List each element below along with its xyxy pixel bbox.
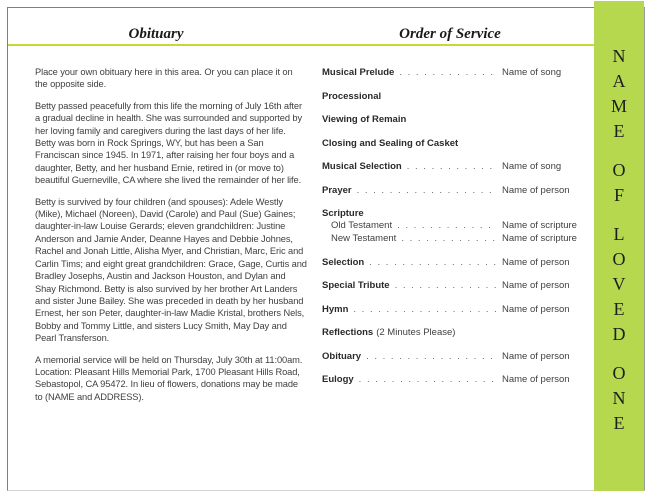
dotted-leader (399, 66, 496, 78)
sidebar-letter: O (612, 362, 626, 383)
dotted-leader (401, 233, 496, 245)
sidebar-letter: O (612, 159, 626, 180)
order-item (322, 137, 586, 150)
order-item-label: Reflections (322, 327, 374, 338)
order-item (322, 373, 586, 386)
order-item-label: Prayer (322, 184, 352, 196)
order-item-value: Name of song (502, 161, 562, 172)
dotted-leader (397, 220, 496, 232)
order-item-label: Musical Selection (322, 161, 402, 172)
order-sub-group (322, 220, 586, 245)
order-item (322, 303, 586, 316)
obituary-paragraph: Place your own obituary here in this area. Or you can place it on the opposite side. (35, 67, 293, 90)
obituary-paragraph: Betty passed peacefully from this life the morning of July 16th after a gradual decline in health. She was surrounded and supported by her loving family and caregivers during the last days of her life. Betty was born in Rock Springs, WY, but has been a San Franciscan since 1945. In 1971, after raising her four boys and a daughter, Betty, and her husband Ernie, retired in (or move to) beautiful Guerneville, CA where she lived the remainder of her life. (35, 100, 303, 186)
sidebar-letter: E (613, 412, 625, 433)
sidebar-letter: L (613, 223, 625, 244)
order-item-label: Old Testament (331, 220, 393, 231)
order-item (322, 66, 586, 79)
sidebar-letter: E (613, 298, 625, 319)
dotted-leader (366, 350, 496, 362)
order-item-label: Musical Prelude (322, 67, 395, 78)
dotted-leader (353, 303, 496, 315)
header-rule (8, 44, 595, 46)
order-item (322, 350, 586, 363)
sidebar-letter: F (613, 184, 624, 205)
order-item (322, 90, 586, 103)
sidebar-letter: N (612, 387, 626, 408)
order-of-service-list (322, 66, 586, 397)
order-item (322, 256, 586, 269)
order-item (322, 207, 586, 220)
obituary-paragraph: A memorial service will be held on Thursday, July 30th at 11:00am. Location: Pleasant Hills Memorial Park, 1700 Pleasant Hills Road, Sebastopol, CA 95472. In lieu of flowers, donations may be made to (NAME and ADDRESS). (35, 354, 303, 402)
sidebar-letter: N (612, 45, 626, 66)
name-of-loved-one-banner (594, 1, 644, 491)
order-item-label: Obituary (322, 350, 362, 362)
sidebar-letter: A (612, 70, 626, 91)
dotted-leader (407, 160, 496, 172)
sidebar-letter: M (610, 95, 627, 116)
sidebar-letter: D (612, 323, 626, 344)
order-item-label: Eulogy (322, 374, 354, 385)
order-item-label: Scripture (322, 208, 364, 219)
dotted-leader (357, 184, 496, 196)
order-item-value: Name of person (502, 374, 570, 385)
dotted-leader (369, 256, 496, 268)
order-item-note: (2 Minutes Please) (376, 327, 456, 338)
order-item-label: Closing and Sealing of Casket (322, 137, 459, 149)
order-item-label: Special Tribute (322, 280, 390, 291)
order-item-label: Processional (322, 90, 382, 102)
order-item-value: Name of scripture (502, 232, 577, 244)
order-of-service-header: Order of Service (399, 26, 501, 42)
order-item-value: Name of person (502, 280, 570, 291)
order-sub-item (322, 233, 586, 246)
order-item-value: Name of person (502, 350, 570, 362)
obituary-paragraph: Betty is survived by four children (and spouses): Adele Westly (Mike), Michael (Noreen), David (Carole) and Paul (Sue) Gaines; daughter-in-law Louise Gerards; eleven grandchildren: Justine Anderson and Jamie Ander, Deanne Hayes and Debbie Johnes, Rachel and Jonah Little, Alisha Myer, and Christian, Marc, Eric and Carlin Tims; and eight great grandchildren: Grace, Gage, Curtis and Bradley Josephs, Austin and Jackson Houston, and Dylan and Shay Richmond. Betty is also survived by her brother Art Landers and sister June Bailey. She was preceded in death by her husband Ernest, her son Peter, daughter-in-law Madie Kristal, brothers Nels, Bobby and Tommy Little, and sisters Lucy Smith, May Day and Pearl Transferson. (35, 196, 307, 344)
order-item (322, 326, 586, 339)
order-item-value: Name of song (502, 67, 562, 78)
sidebar-letter: O (612, 248, 626, 269)
obituary-text (35, 66, 307, 412)
order-item (322, 184, 586, 197)
order-item-label: Hymn (322, 303, 349, 315)
obituary-header: Obituary (128, 26, 184, 42)
order-item-value: Name of person (502, 256, 570, 268)
order-item-label: Viewing of Remain (322, 114, 407, 125)
order-item-value: Name of person (502, 184, 570, 196)
order-item-value: Name of person (502, 303, 570, 315)
order-item (322, 113, 586, 126)
sidebar-letter: E (613, 120, 625, 141)
dotted-leader (359, 373, 496, 385)
dotted-leader (395, 279, 496, 291)
order-item-value: Name of scripture (502, 220, 577, 231)
order-item (322, 160, 586, 173)
order-sub-item (322, 220, 586, 233)
order-item (322, 279, 586, 292)
order-item-label: Selection (322, 256, 365, 268)
sidebar-letter: V (612, 273, 626, 294)
order-item-label: New Testament (331, 232, 397, 244)
